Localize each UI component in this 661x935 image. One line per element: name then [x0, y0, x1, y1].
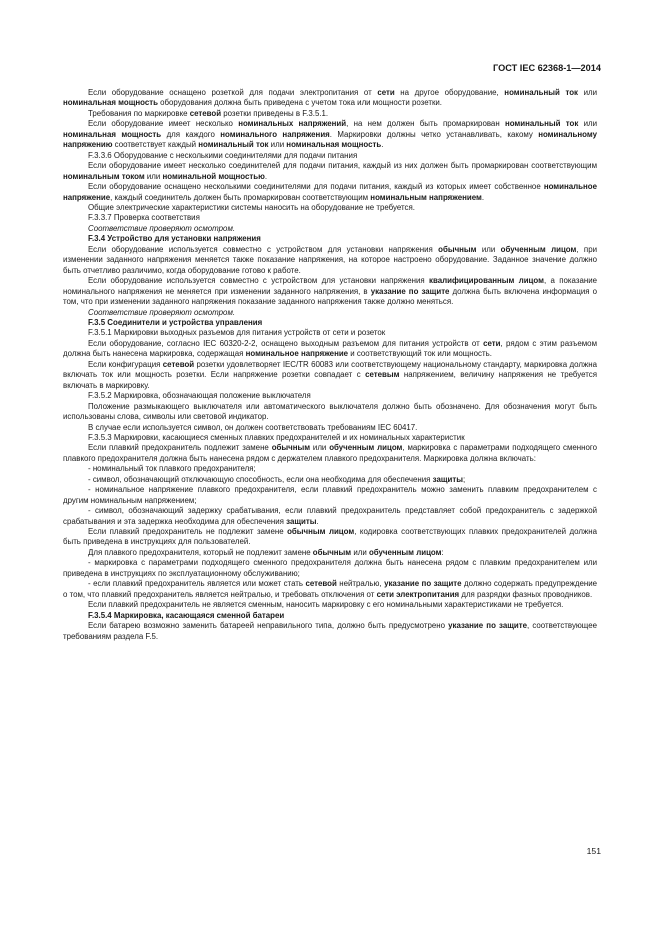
text-run: . [316, 516, 319, 526]
text-run: Если оборудование имеет несколько [88, 119, 239, 129]
text-run: оборудования должна быть приведена с учетом тока или мощности розетки. [157, 98, 442, 108]
text-run: F.3.5.1 Маркировки выходных разъемов для питания устройств от сети и розеток [88, 328, 386, 338]
defined-term: номинальной мощностью [162, 171, 265, 181]
text-run: . [381, 140, 384, 150]
defined-term: сети [377, 88, 395, 97]
text-run: F.3.5.4 Маркировка, касающаяся сменной батареи [88, 610, 285, 620]
defined-term: указание по защите [384, 579, 462, 589]
section-heading [63, 234, 597, 244]
text-run: Соответствие проверяют осмотром. [88, 307, 236, 317]
text-run: Для плавкого предохранителя, который не подлежит замене [88, 547, 313, 557]
defined-term: номинальная мощность [63, 98, 158, 108]
paragraph [63, 464, 597, 474]
text-run: и соответствующий ток или мощность. [348, 349, 492, 359]
paragraph [63, 245, 597, 276]
text-run: соответствует каждый [112, 140, 199, 150]
text-run: Если плавкий предохранитель подлежит замене [88, 443, 272, 453]
text-run: Общие электрические характеристики системы наносить на оборудование не требуется. [88, 202, 415, 212]
text-run: розетки приведены в F.3.5.1. [221, 108, 329, 118]
text-run: . [264, 171, 268, 181]
text-run: ; [462, 474, 466, 484]
page-number: 151 [586, 846, 601, 856]
text-run: Если оборудование оснащено несколькими соединителями для подачи питания, каждый из которых имеет собственное [88, 182, 544, 192]
text-run: F.3.4 Устройство для установки напряжения [88, 234, 261, 244]
defined-term: сети [483, 338, 501, 348]
defined-term: обученным лицом [368, 547, 442, 557]
defined-term: номинальное напряжение [245, 349, 349, 359]
text-run: F.3.5.2 Маркировка, обозначающая положение выключателя [88, 391, 311, 401]
text-run: , соответствующее требованиям раздела F.5. [63, 621, 597, 641]
paragraph [63, 151, 597, 161]
defined-term: номинальных напряжений [238, 119, 347, 129]
defined-term: номинальным током [63, 171, 145, 181]
defined-term: сетевой [162, 359, 195, 369]
text-run: для разрядки фазных проводников. [459, 589, 593, 599]
text-run: Если плавкий предохранитель не является сменным, наносить маркировку с его номинальными характеристиками не требуется. [88, 600, 564, 610]
text-run: - маркировка с параметрами подходящего сменного предохранителя должна быть нанесена рядом с плавким предохранителем или приведена в инструкциях по эксплуатационному обслуживанию; [63, 558, 597, 578]
text-run: F.3.3.6 Оборудование с несколькими соединителями для подачи питания [88, 150, 358, 160]
paragraph [63, 360, 597, 391]
defined-term: указание по защите [370, 286, 450, 296]
defined-term: защиты [286, 516, 317, 526]
paragraph [63, 475, 597, 485]
text-run: или [310, 443, 330, 453]
paragraph [63, 391, 597, 401]
defined-term: обученным лицом [329, 443, 403, 453]
paragraph [63, 485, 597, 506]
text-run: , маркировка с параметрами подходящего сменного плавкого предохранителя должна быть нанесена рядом с держателем плавкого предохранителя. Маркировка должна включать: [63, 443, 597, 463]
text-run: F.3.3.7 Проверка соответствия [88, 213, 200, 223]
text-run: или [268, 140, 287, 150]
text-run: или [578, 119, 597, 129]
defined-term: номинальный ток [504, 119, 579, 129]
paragraph [63, 433, 597, 443]
text-run: Если оборудование оснащено розеткой для подачи электропитания от [88, 88, 378, 97]
text-run: Если плавкий предохранитель не подлежит замене [88, 527, 288, 537]
text-run: Положение размыкающего выключателя или автоматического выключателя должно быть обозначено. Для обозначения могут быть использованы слова, символы или световой индикатор. [63, 401, 597, 422]
text-run: , кодировка соответствующих плавких предохранителей должна быть приведена в инструкциях для пользователей. [63, 527, 597, 547]
defined-term: обычным [312, 547, 352, 557]
paragraph [63, 621, 597, 642]
paragraph [63, 423, 597, 433]
defined-term: указание по защите [448, 621, 528, 631]
document-body [63, 88, 597, 642]
paragraph [63, 402, 597, 423]
defined-term: квалифицированным лицом [429, 276, 544, 286]
text-run: нейтралью, [336, 579, 385, 589]
text-run: Если оборудование имеет несколько соединителей для подачи питания, каждый из них должен быть промаркирован соответствующим [88, 161, 597, 171]
text-run: , каждый соединитель должен быть промаркирован соответствующим [110, 192, 371, 202]
text-run: F.3.5 Соединители и устройства управления [88, 317, 263, 327]
defined-term: обычным [438, 244, 477, 254]
text-run: или [577, 88, 597, 97]
text-run: или [476, 244, 501, 254]
section-heading [63, 318, 597, 328]
defined-term: сетевой [305, 579, 337, 589]
defined-term: номинальный ток [198, 140, 269, 150]
paragraph [63, 506, 597, 527]
paragraph [63, 558, 597, 579]
defined-term: номинальная мощность [286, 140, 382, 150]
paragraph [63, 203, 597, 213]
defined-term: номинальному напряжению [63, 129, 597, 150]
text-run: розетки удовлетворяет IEC/TR 60083 или соответствующему национальному стандарту, маркировка должна включать ток или мощность розетки. Если напряжение розетки совпадает с [63, 359, 597, 380]
text-run: . Маркировки должны четко устанавливать, какому [329, 129, 539, 139]
text-run: : [441, 547, 444, 557]
paragraph [63, 182, 597, 203]
paragraph [63, 527, 597, 548]
text-run: - если плавкий предохранитель является или может стать [88, 579, 306, 589]
paragraph [63, 119, 597, 150]
paragraph [63, 224, 597, 234]
text-run: или [144, 171, 163, 181]
defined-term: сетевой [189, 108, 222, 118]
defined-term: обычным лицом [287, 527, 355, 537]
paragraph [63, 213, 597, 223]
defined-term: сети электропитания [376, 589, 460, 599]
defined-term: номинальная мощность [63, 129, 162, 139]
text-run: Требования по маркировке [88, 108, 190, 118]
text-run: Если батарею возможно заменить батареей неправильного типа, должно быть предусмотрено [88, 621, 449, 631]
defined-term: обученным лицом [500, 244, 577, 254]
defined-term: защиты [432, 474, 463, 484]
paragraph [63, 579, 597, 600]
text-run: , на нем должен быть промаркирован [346, 119, 505, 129]
paragraph [63, 88, 597, 109]
document-header: ГОСТ IEC 62368-1—2014 [492, 63, 601, 73]
paragraph [63, 328, 597, 338]
text-run: на другое оборудование, [394, 88, 505, 97]
text-run: Если оборудование, согласно IEC 60320-2-2, оснащено выходным разъемом для питания устройств от [88, 338, 484, 348]
paragraph [63, 600, 597, 610]
paragraph [63, 276, 597, 307]
text-run: F.3.5.3 Маркировки, касающиеся сменных плавких предохранителей и их номинальных характеристик [88, 432, 465, 442]
text-run: , при изменении заданного напряжения меняется также показание напряжения, на которое настроено оборудование. Заданное значение должно быть отчетливо различимо, когда оборудование готово к работе. [63, 244, 598, 275]
text-run: - номинальное напряжение плавкого предохранителя, если плавкий предохранитель можно заменить плавким предохранителем с другим номинальным напряжением; [63, 485, 597, 505]
text-run: - символ, обозначающий задержку срабатывания, если плавкий предохранитель представляет собой предохранитель с задержкой срабатывания и эта задержка необходима для обеспечения [63, 506, 597, 526]
text-run: . [481, 192, 485, 202]
defined-term: обычным [271, 443, 311, 453]
text-run: Если конфигурация [88, 359, 163, 369]
text-run: - номинальный ток плавкого предохранителя; [88, 464, 256, 474]
paragraph [63, 339, 597, 360]
defined-term: сетевым [365, 370, 400, 380]
text-run: Если оборудование используется совместно с устройством для установки напряжения [88, 276, 430, 286]
text-run: должно содержать предупреждение о том, что плавкий предохранитель является нейтралью, и требовать отключения от [63, 579, 597, 599]
text-run: должна быть включена информация о том, что при изменении заданного напряжения показание заданного напряжения также должно меняться. [63, 286, 597, 307]
text-run: напряжением, величину напряжения не требуется включать в маркировку. [63, 370, 597, 390]
text-run: или [351, 547, 369, 557]
paragraph [63, 443, 597, 464]
text-run: - символ, обозначающий отключающую способность, если она необходима для обеспечения [88, 474, 433, 484]
text-run: Если оборудование используется совместно с устройством для установки напряжения [88, 244, 439, 254]
text-run: , а показание номинального напряжения не меняется при изменении заданного напряжения, в [63, 276, 598, 296]
text-run: В случае если используется символ, он должен соответствовать требованиям IEC 60417. [88, 422, 418, 432]
defined-term: номинальным напряжением [370, 192, 482, 202]
paragraph [63, 548, 597, 558]
paragraph [63, 109, 597, 119]
defined-term: номинального напряжения [220, 129, 330, 139]
defined-term: номинальное напряжение [63, 182, 597, 202]
text-run: Соответствие проверяют осмотром. [88, 223, 236, 233]
defined-term: номинальный ток [504, 88, 578, 97]
text-run: для каждого [161, 129, 221, 139]
paragraph [63, 308, 597, 318]
paragraph [63, 161, 597, 182]
text-run: , рядом с этим разъемом должна быть нанесена маркировка, содержащая [63, 338, 597, 359]
section-heading [63, 611, 597, 621]
